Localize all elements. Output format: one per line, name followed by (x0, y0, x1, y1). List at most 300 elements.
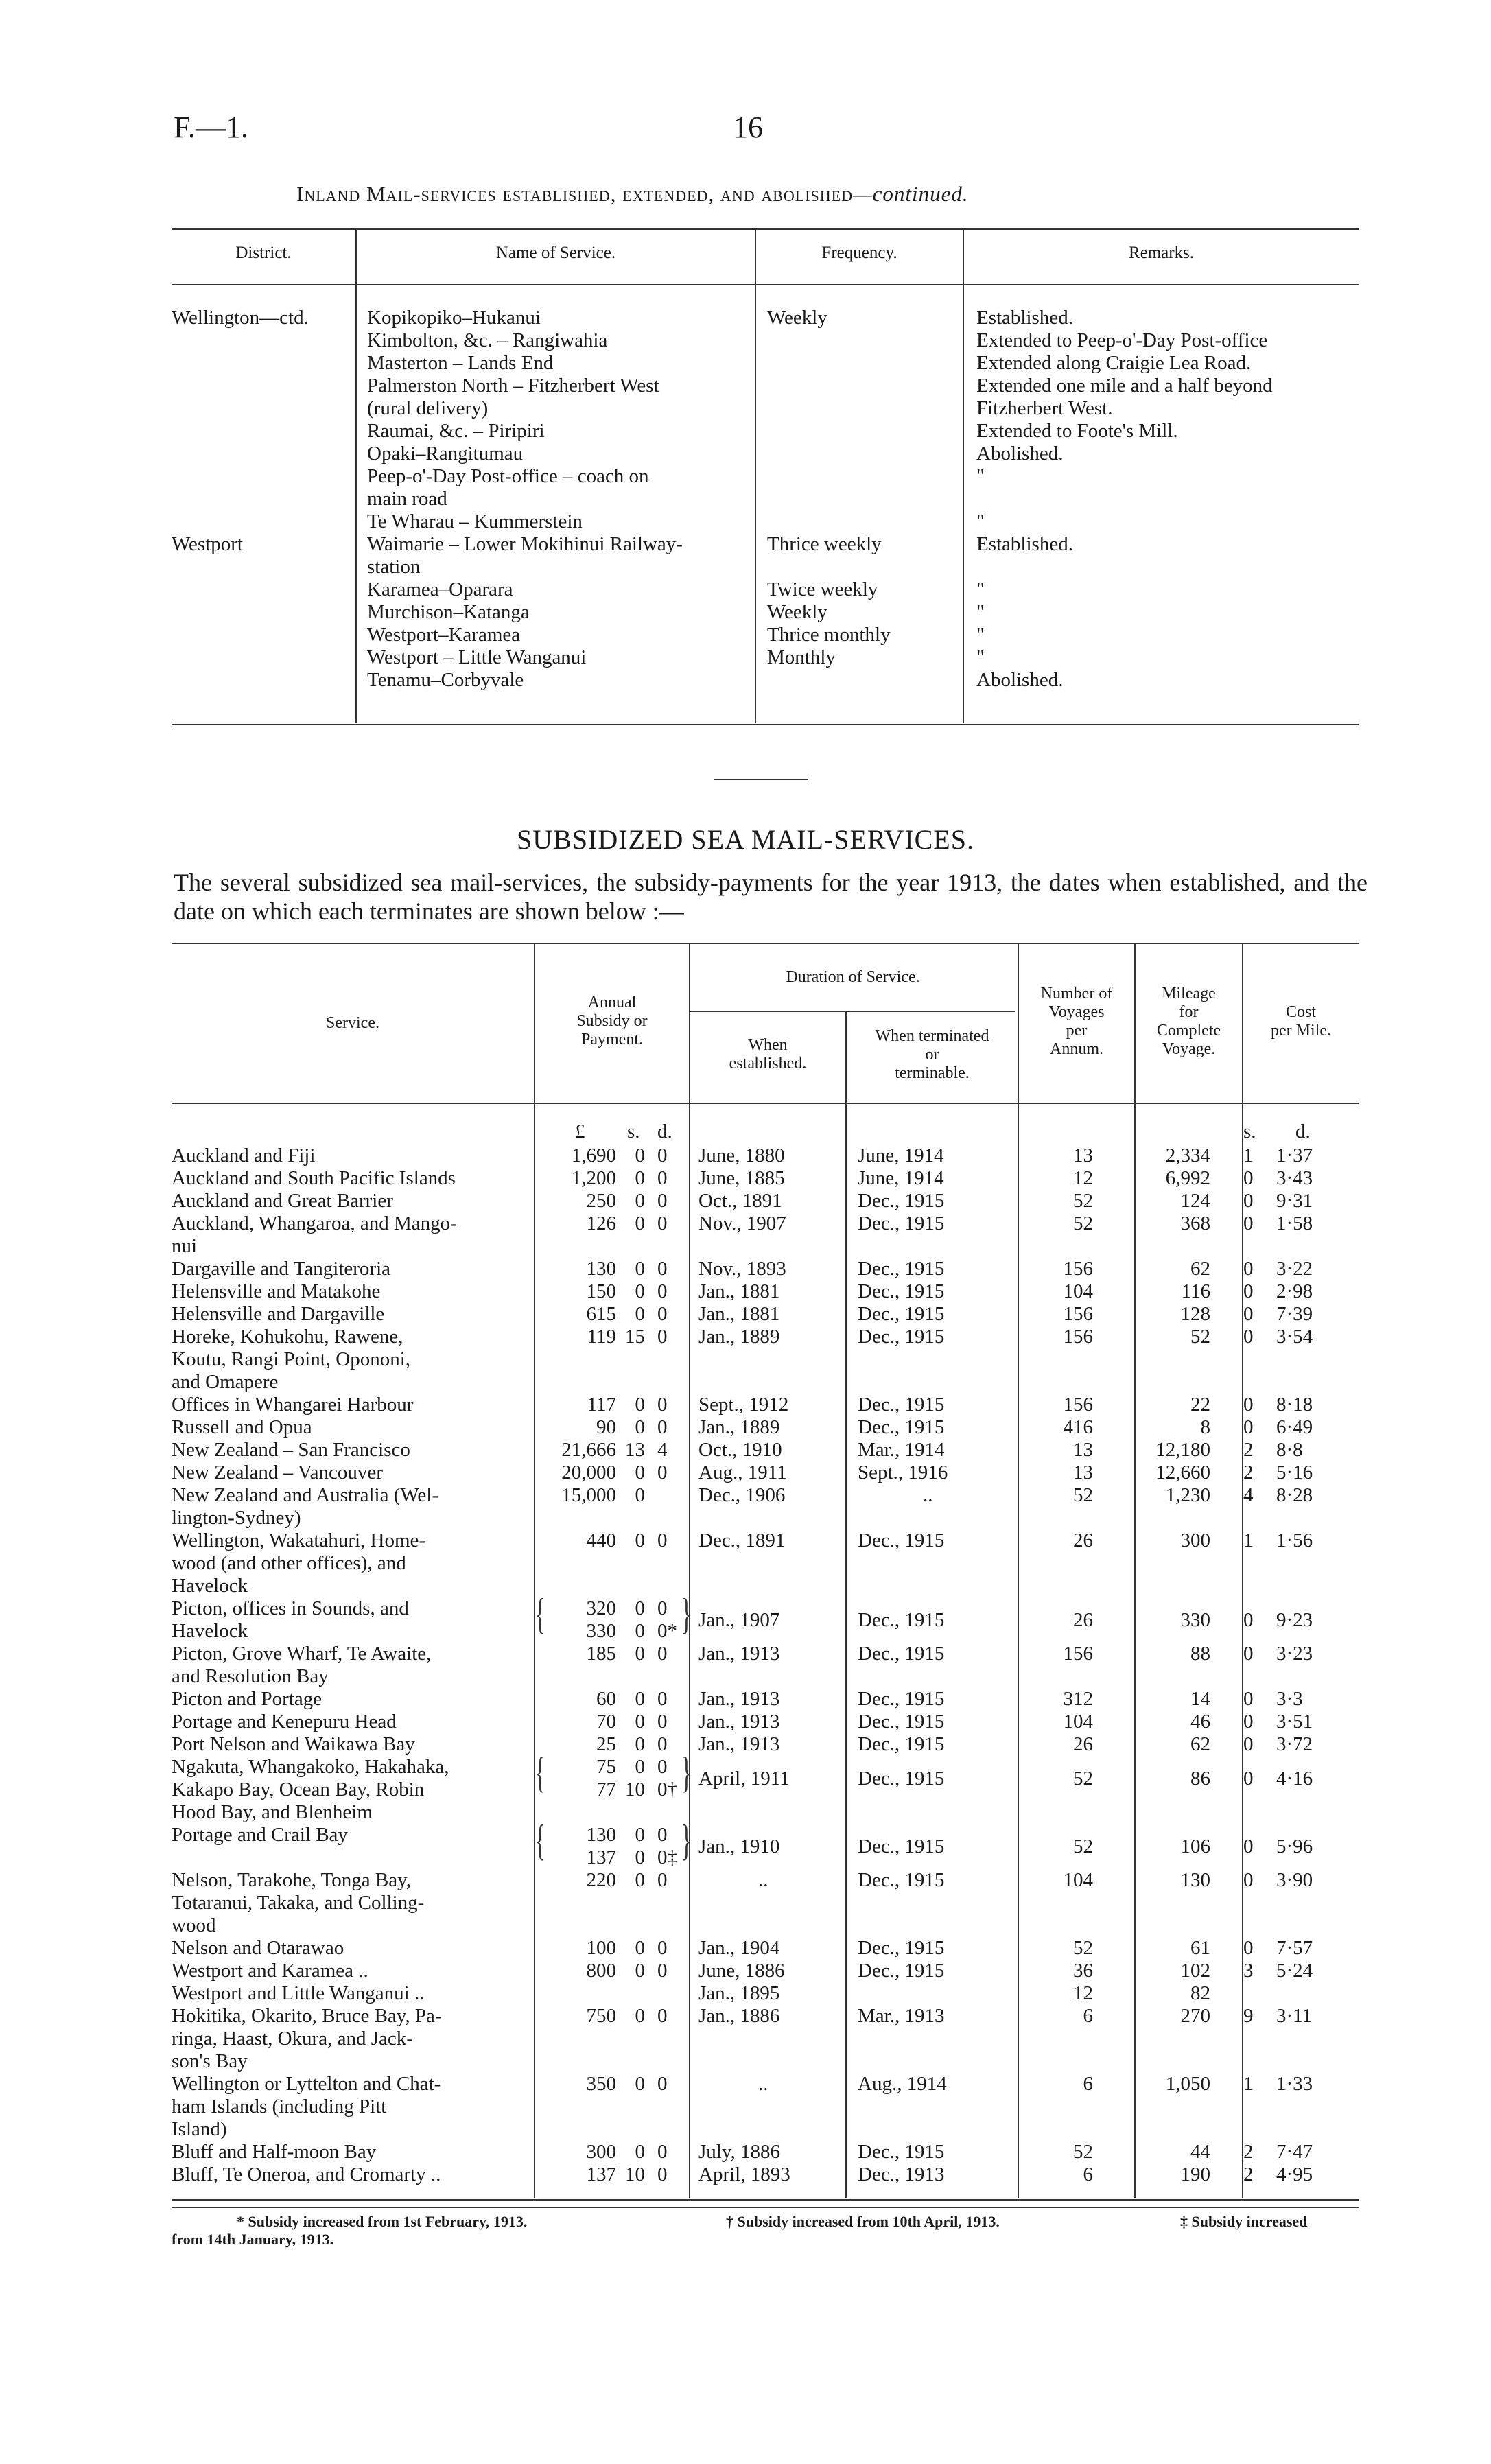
date-established: Jan., 1895 (698, 1982, 780, 2004)
table2-col-divider (845, 1012, 847, 2198)
remark: Extended to Foote's Mill. (976, 420, 1178, 442)
date-terminated: Dec., 1915 (858, 1416, 945, 1438)
subsidy-shillings: 0 (635, 2005, 645, 2027)
service-name: Nelson and Otarawao (172, 1937, 344, 1959)
date-established: .. (758, 1869, 768, 1891)
subsidy-shillings: 0 (635, 1484, 645, 1506)
service-name: lington-Sydney) (172, 1507, 301, 1529)
subsidy-pounds: 126 (586, 1212, 616, 1234)
cost-pence: 1·56 (1276, 1529, 1313, 1551)
table1-col-header: Remarks. (1128, 244, 1195, 262)
voyages-per-annum: 156 (1063, 1258, 1093, 1280)
service-name: Port Nelson and Waikawa Bay (172, 1733, 415, 1755)
cost-shillings: 0 (1243, 1733, 1254, 1755)
mileage: 46 (1190, 1711, 1210, 1733)
table1-col-header: Name of Service. (495, 244, 616, 262)
frequency: Monthly (767, 646, 836, 668)
frequency: Weekly (767, 307, 827, 329)
mileage: 62 (1190, 1733, 1210, 1755)
table2-header-terminated: terminable. (895, 1064, 970, 1082)
service-name: Raumai, &c. – Piripiri (367, 420, 545, 442)
page-number: 16 (733, 110, 763, 144)
table2-header-voyages: Voyages (1048, 1003, 1105, 1021)
unit-cost-shillings: s. (1243, 1120, 1256, 1142)
service-name: son's Bay (172, 2050, 248, 2072)
service-name: (rural delivery) (367, 397, 489, 419)
mileage: 62 (1190, 1258, 1210, 1280)
table2-header-subsidy: Subsidy or (576, 1012, 648, 1030)
date-terminated: Dec., 1915 (858, 1937, 945, 1959)
subsidy-pence: 0 (657, 1212, 668, 1234)
subsidy-shillings: 0 (635, 1416, 645, 1438)
voyages-per-annum: 6 (1083, 2005, 1093, 2027)
service-name: Auckland and South Pacific Islands (172, 1167, 456, 1189)
subsidy-shillings: 0 (635, 1711, 645, 1733)
subsidy-pounds: 130 (586, 1824, 616, 1846)
subsidy-shillings: 0 (635, 1462, 645, 1483)
date-established: Jan., 1886 (698, 2005, 780, 2027)
subsidy-pounds: 320 (586, 1597, 616, 1619)
table1-col-divider (963, 230, 964, 723)
service-name: Portage and Kenepuru Head (172, 1711, 397, 1733)
date-terminated: Dec., 1915 (858, 1190, 945, 1212)
table1-header-rule (172, 284, 1359, 285)
voyages-per-annum: 52 (1073, 2141, 1093, 2163)
mileage: 14 (1190, 1688, 1210, 1710)
subsidy-shillings: 0 (635, 1394, 645, 1416)
date-established: Aug., 1911 (698, 1462, 787, 1483)
service-name: Westport – Little Wanganui (367, 646, 587, 668)
voyages-per-annum: 12 (1073, 1167, 1093, 1189)
subsidy-pence: 0 (657, 1190, 668, 1212)
date-established: June, 1880 (698, 1145, 785, 1166)
cost-pence: 3·3 (1276, 1688, 1303, 1710)
brace-left: { (535, 1816, 546, 1864)
brace-right: } (681, 1816, 692, 1864)
cost-shillings: 0 (1243, 1326, 1254, 1348)
remark: Established. (976, 307, 1073, 329)
subsidy-shillings: 0 (635, 1145, 645, 1166)
cost-shillings: 0 (1243, 1869, 1254, 1891)
voyages-per-annum: 36 (1073, 1960, 1093, 1982)
brace-right: } (681, 1589, 692, 1638)
voyages-per-annum: 312 (1063, 1688, 1093, 1710)
date-established: Jan., 1913 (698, 1733, 780, 1755)
cost-shillings: 2 (1243, 1439, 1254, 1461)
table2-header-cost: per Mile. (1271, 1022, 1331, 1040)
subsidy-pounds: 615 (586, 1303, 616, 1325)
date-terminated: Dec., 1915 (858, 1212, 945, 1234)
service-name: New Zealand – Vancouver (172, 1462, 383, 1483)
voyages-per-annum: 13 (1073, 1462, 1093, 1483)
footnote-rule (172, 2207, 1359, 2208)
table2-header-terminated: When terminated (875, 1027, 989, 1045)
table2-header-voyages: Annum. (1050, 1040, 1103, 1058)
mileage: 1,050 (1165, 2073, 1210, 2095)
remark: " (976, 465, 985, 487)
cost-pence: 8·18 (1276, 1394, 1313, 1416)
service-name: Auckland and Fiji (172, 1145, 316, 1166)
section-intro: The several subsidized sea mail-services, the subsidy-payments for the year 1913, the dates when established, and the date on which each terminates are shown below :— (174, 869, 1367, 925)
service-name: Westport and Karamea .. (172, 1960, 368, 1982)
subsidy-pounds: 440 (586, 1529, 616, 1551)
cost-shillings: 0 (1243, 1643, 1254, 1665)
cost-shillings: 1 (1243, 1145, 1254, 1166)
mileage: 130 (1180, 1869, 1210, 1891)
voyages-per-annum: 12 (1073, 1982, 1093, 2004)
unit-shillings: s. (627, 1120, 640, 1142)
date-terminated: Dec., 1915 (858, 1643, 945, 1665)
cost-shillings: 9 (1243, 2005, 1254, 2027)
mileage: 22 (1190, 1394, 1210, 1416)
service-name: ham Islands (including Pitt (172, 2096, 387, 2117)
service-name: Auckland and Great Barrier (172, 1190, 393, 1212)
subsidy-shillings: 0 (635, 1597, 645, 1619)
subsidy-pence: 0 (657, 2163, 668, 2185)
service-name: Bluff and Half-moon Bay (172, 2141, 377, 2163)
subsidy-pounds: 15,000 (561, 1484, 616, 1506)
date-established: .. (758, 2073, 768, 2095)
mileage: 61 (1190, 1937, 1210, 1959)
mileage: 128 (1180, 1303, 1210, 1325)
subsidy-shillings: 10 (625, 1779, 645, 1800)
table2-header-mileage: Voyage. (1162, 1040, 1216, 1058)
service-name: Wellington, Wakatahuri, Home- (172, 1529, 426, 1551)
date-terminated: Dec., 1915 (858, 1767, 945, 1790)
cost-pence: 8·28 (1276, 1484, 1313, 1506)
date-established: June, 1886 (698, 1960, 785, 1982)
cost-pence: 3·43 (1276, 1167, 1313, 1189)
mileage: 270 (1180, 2005, 1210, 2027)
service-name: Tenamu–Corbyvale (367, 669, 524, 691)
voyages-per-annum: 104 (1063, 1280, 1093, 1302)
subsidy-pence: 0 (657, 2073, 668, 2095)
table2-col-divider (689, 944, 690, 2198)
table2-header-rule (172, 1103, 1359, 1104)
subsidy-pence: 0† (657, 1779, 677, 1800)
subsidy-shillings: 0 (635, 1688, 645, 1710)
mileage: 86 (1190, 1767, 1210, 1790)
mileage: 44 (1190, 2141, 1210, 2163)
service-name: Masterton – Lands End (367, 352, 554, 374)
voyages-per-annum: 52 (1073, 1212, 1093, 1234)
voyages-per-annum: 104 (1063, 1869, 1093, 1891)
service-name: Totaranui, Takaka, and Colling- (172, 1892, 425, 1914)
subsidy-pence: 0 (657, 1733, 668, 1755)
date-terminated: Mar., 1913 (858, 2005, 945, 2027)
subsidy-pounds: 21,666 (561, 1439, 616, 1461)
date-terminated: Dec., 1915 (858, 2141, 945, 2163)
mileage: 124 (1180, 1190, 1210, 1212)
subsidy-shillings: 0 (635, 1212, 645, 1234)
cost-shillings: 1 (1243, 2073, 1254, 2095)
cost-shillings: 2 (1243, 2163, 1254, 2185)
subsidy-pence: 0 (657, 1280, 668, 1302)
date-terminated: Dec., 1913 (858, 2163, 945, 2185)
subsidy-pence: 0 (657, 1756, 668, 1778)
service-name: Waimarie – Lower Mokihinui Railway- (367, 533, 683, 555)
voyages-per-annum: 156 (1063, 1326, 1093, 1348)
mileage: 52 (1190, 1326, 1210, 1348)
service-name: Murchison–Katanga (367, 601, 530, 623)
mileage: 6,992 (1165, 1167, 1210, 1189)
service-name: Offices in Whangarei Harbour (172, 1394, 414, 1416)
table2-col-divider (534, 944, 535, 2198)
subsidy-shillings: 15 (625, 1326, 645, 1348)
date-terminated: Dec., 1915 (858, 1608, 945, 1631)
cost-pence: 3·22 (1276, 1258, 1313, 1280)
cost-shillings: 0 (1243, 1416, 1254, 1438)
unit-pence: d. (657, 1120, 672, 1142)
cost-pence: 3·54 (1276, 1326, 1313, 1348)
cost-pence: 3·72 (1276, 1733, 1313, 1755)
brace-left: { (535, 1589, 546, 1638)
subsidy-pence: 0 (657, 1258, 668, 1280)
voyages-per-annum: 52 (1073, 1835, 1093, 1857)
table2-col-divider (1018, 944, 1019, 2198)
date-established: April, 1911 (698, 1767, 790, 1790)
table1-col-divider (355, 230, 357, 723)
subsidy-shillings: 0 (635, 2073, 645, 2095)
section-divider (714, 779, 808, 780)
cost-pence: 7·57 (1276, 1937, 1313, 1959)
cost-pence: 3·23 (1276, 1643, 1313, 1665)
date-terminated: Sept., 1916 (858, 1462, 948, 1483)
voyages-per-annum: 156 (1063, 1643, 1093, 1665)
voyages-per-annum: 52 (1073, 1937, 1093, 1959)
date-established: Jan., 1913 (698, 1643, 780, 1665)
date-terminated: Dec., 1915 (858, 1688, 945, 1710)
subsidy-shillings: 0 (635, 2141, 645, 2163)
footnote-ddagger: ‡ Subsidy increased (1180, 2213, 1308, 2230)
date-established: Nov., 1893 (698, 1258, 786, 1280)
subsidy-pence: 0 (657, 1326, 668, 1348)
district-label: Westport (172, 533, 243, 555)
mileage: 12,660 (1155, 1462, 1210, 1483)
mileage: 190 (1180, 2163, 1210, 2185)
duration-subrule (690, 1011, 1015, 1012)
subsidy-shillings: 0 (635, 1869, 645, 1891)
table2-header-terminated: or (925, 1046, 939, 1064)
date-established: Sept., 1912 (698, 1394, 789, 1416)
voyages-per-annum: 52 (1073, 1767, 1093, 1790)
service-name: Kopikopiko–Hukanui (367, 307, 541, 329)
table2-header-cost: Cost (1285, 1003, 1316, 1021)
subsidy-pounds: 137 (586, 2163, 616, 2185)
service-name: Hood Bay, and Blenheim (172, 1801, 373, 1823)
cost-pence: 5·96 (1276, 1835, 1313, 1857)
brace-left: { (535, 1748, 546, 1796)
date-terminated: Dec., 1915 (858, 1303, 945, 1325)
service-name: wood (and other offices), and (172, 1552, 406, 1574)
cost-pence: 4·95 (1276, 2163, 1313, 2185)
remark: " (976, 601, 985, 623)
voyages-per-annum: 26 (1073, 1529, 1093, 1551)
mileage: 12,180 (1155, 1439, 1210, 1461)
date-terminated: Aug., 1914 (858, 2073, 947, 2095)
service-name: Palmerston North – Fitzherbert West (367, 375, 659, 397)
service-name: Te Wharau – Kummerstein (367, 511, 583, 532)
remark: Fitzherbert West. (976, 397, 1113, 419)
cost-shillings: 0 (1243, 1767, 1254, 1790)
table1-col-header: Frequency. (821, 244, 897, 262)
voyages-per-annum: 26 (1073, 1733, 1093, 1755)
subsidy-pounds: 750 (586, 2005, 616, 2027)
subsidy-pounds: 250 (586, 1190, 616, 1212)
table2-header-duration: Duration of Service. (786, 968, 920, 986)
subsidy-pounds: 20,000 (561, 1462, 616, 1483)
service-name: station (367, 556, 421, 578)
remark: Established. (976, 533, 1073, 555)
date-established: Jan., 1889 (698, 1416, 780, 1438)
subsidy-pounds: 300 (586, 2141, 616, 2163)
service-name: Kakapo Bay, Ocean Bay, Robin (172, 1779, 425, 1800)
subsidy-pence: 0 (657, 2005, 668, 2027)
service-name: Helensville and Matakohe (172, 1280, 381, 1302)
service-name: Picton, offices in Sounds, and (172, 1597, 409, 1619)
subsidy-shillings: 0 (635, 1643, 645, 1665)
subsidy-shillings: 0 (635, 1846, 645, 1868)
voyages-per-annum: 156 (1063, 1394, 1093, 1416)
remark: " (976, 511, 985, 532)
subsidy-shillings: 0 (635, 1280, 645, 1302)
service-name: Nelson, Tarakohe, Tonga Bay, (172, 1869, 411, 1891)
cost-pence: 3·11 (1276, 2005, 1313, 2027)
date-terminated: June, 1914 (858, 1167, 944, 1189)
frequency: Weekly (767, 601, 827, 623)
brace-right: } (681, 1748, 692, 1796)
subsidy-pence: 4 (657, 1439, 668, 1461)
date-terminated: Dec., 1915 (858, 1280, 945, 1302)
remark: Extended one mile and a half beyond (976, 375, 1273, 397)
subsidy-pence: 0 (657, 1167, 668, 1189)
subsidy-shillings: 0 (635, 1167, 645, 1189)
date-established: Jan., 1913 (698, 1711, 780, 1733)
service-name: nui (172, 1235, 198, 1257)
cost-pence: 3·51 (1276, 1711, 1313, 1733)
subsidy-shillings: 0 (635, 1303, 645, 1325)
date-established: Oct., 1891 (698, 1190, 782, 1212)
remark: Abolished. (976, 669, 1064, 691)
cost-shillings: 3 (1243, 1960, 1254, 1982)
cost-pence: 1·37 (1276, 1145, 1313, 1166)
cost-shillings: 0 (1243, 1835, 1254, 1857)
date-established: June, 1885 (698, 1167, 785, 1189)
subsidy-pence: 0 (657, 1688, 668, 1710)
table1-title (296, 182, 969, 207)
subsidy-pence: 0 (657, 2141, 668, 2163)
subsidy-shillings: 13 (625, 1439, 645, 1461)
date-established: Dec., 1906 (698, 1484, 786, 1506)
table2-header-mileage: for (1179, 1003, 1199, 1021)
cost-pence: 9·31 (1276, 1190, 1313, 1212)
table1-col-header: District. (235, 244, 292, 262)
subsidy-pounds: 77 (596, 1779, 616, 1800)
date-established: Jan., 1904 (698, 1937, 780, 1959)
remark: " (976, 578, 985, 600)
date-established: Jan., 1907 (698, 1608, 780, 1631)
date-terminated: Dec., 1915 (858, 1869, 945, 1891)
subsidy-pounds: 60 (596, 1688, 616, 1710)
service-name: Russell and Opua (172, 1416, 312, 1438)
frequency: Thrice weekly (767, 533, 882, 555)
service-name: main road (367, 488, 447, 510)
cost-shillings: 0 (1243, 1190, 1254, 1212)
service-name: Horeke, Kohukohu, Rawene, (172, 1326, 403, 1348)
date-established: Oct., 1910 (698, 1439, 782, 1461)
date-established: Jan., 1889 (698, 1326, 780, 1348)
date-established: Jan., 1913 (698, 1688, 780, 1710)
subsidy-pence: 0 (657, 1597, 668, 1619)
date-terminated: Dec., 1915 (858, 1835, 945, 1857)
cost-pence: 5·24 (1276, 1960, 1313, 1982)
date-established: Jan., 1881 (698, 1303, 780, 1325)
mileage: 106 (1180, 1835, 1210, 1857)
remark: " (976, 624, 985, 646)
subsidy-pence: 0 (657, 1960, 668, 1982)
service-name: wood (172, 1914, 216, 1936)
remark: Extended to Peep-o'-Day Post-office (976, 329, 1268, 351)
date-terminated: Dec., 1915 (858, 1711, 945, 1733)
page-ref: F.—1. (174, 110, 248, 144)
service-name: Picton, Grove Wharf, Te Awaite, (172, 1643, 432, 1665)
subsidy-pounds: 25 (596, 1733, 616, 1755)
service-name: Opaki–Rangitumau (367, 443, 524, 465)
cost-pence: 1·58 (1276, 1212, 1313, 1234)
subsidy-shillings: 0 (635, 1756, 645, 1778)
cost-shillings: 0 (1243, 1711, 1254, 1733)
remark: Extended along Craigie Lea Road. (976, 352, 1252, 374)
service-name: Helensville and Dargaville (172, 1303, 385, 1325)
district-label: Wellington—ctd. (172, 307, 309, 329)
cost-shillings: 0 (1243, 1608, 1254, 1631)
subsidy-pounds: 350 (586, 2073, 616, 2095)
subsidy-pounds: 119 (587, 1326, 616, 1348)
cost-shillings: 0 (1243, 1937, 1254, 1959)
service-name: Koutu, Rangi Point, Opononi, (172, 1348, 411, 1370)
voyages-per-annum: 6 (1083, 2073, 1093, 2095)
table2-header-subsidy: Annual (587, 994, 637, 1011)
mileage: 300 (1180, 1529, 1210, 1551)
cost-shillings: 4 (1243, 1484, 1254, 1506)
subsidy-pounds: 185 (586, 1643, 616, 1665)
subsidy-pounds: 75 (596, 1756, 616, 1778)
remark: Abolished. (976, 443, 1064, 465)
mileage: 102 (1180, 1960, 1210, 1982)
cost-shillings: 0 (1243, 1394, 1254, 1416)
footnote-dagger: † Subsidy increased from 10th April, 1913. (726, 2213, 1000, 2230)
mileage: 116 (1181, 1280, 1210, 1302)
table2-header-established: established. (729, 1055, 807, 1072)
subsidy-pence: 0 (657, 1416, 668, 1438)
service-name: Wellington or Lyttelton and Chat- (172, 2073, 441, 2095)
subsidy-shillings: 0 (635, 1733, 645, 1755)
mileage: 8 (1200, 1416, 1210, 1438)
cost-pence: 3·90 (1276, 1869, 1313, 1891)
voyages-per-annum: 13 (1073, 1145, 1093, 1166)
subsidy-pounds: 150 (586, 1280, 616, 1302)
table1-title-main: Inland Mail-services established, extended, and abolished (296, 182, 854, 206)
date-terminated: Dec., 1915 (858, 1529, 945, 1551)
service-name: New Zealand – San Francisco (172, 1439, 410, 1461)
service-name: ringa, Haast, Okura, and Jack- (172, 2028, 413, 2050)
cost-pence: 7·39 (1276, 1303, 1313, 1325)
cost-shillings: 0 (1243, 1167, 1254, 1189)
voyages-per-annum: 26 (1073, 1608, 1093, 1631)
table2-header-service: Service. (326, 1014, 379, 1032)
date-established: Nov., 1907 (698, 1212, 786, 1234)
voyages-per-annum: 156 (1063, 1303, 1093, 1325)
